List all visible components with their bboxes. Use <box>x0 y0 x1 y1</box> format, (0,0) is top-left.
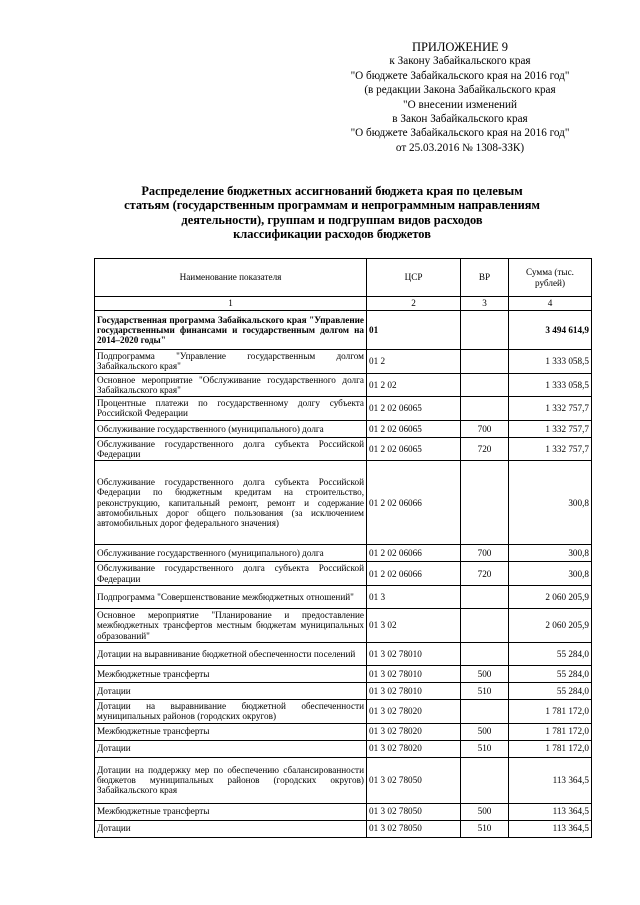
row-name-cell: Подпрограмма "Совершенствование межбюджетных отношений" <box>95 585 367 608</box>
row-name-cell: Межбюджетные трансферты <box>95 665 367 682</box>
table-row <box>95 803 592 820</box>
row-vr-cell: 510 <box>461 740 509 757</box>
header-line: "О бюджете Забайкальского края на 2016 год" <box>350 127 570 140</box>
table-row <box>95 682 592 699</box>
row-sum-cell: 300,8 <box>509 545 592 562</box>
appendix-header <box>300 40 620 155</box>
title-line: статьям (государственным программам и непрограммным направлениям <box>124 198 540 213</box>
row-csr-cell: 01 2 02 06065 <box>367 397 461 421</box>
row-vr-cell <box>461 311 509 350</box>
row-csr-cell: 01 2 02 06065 <box>367 420 461 437</box>
row-name-cell: Процентные платежи по государственному долгу субъекта Российской Федерации <box>95 397 367 421</box>
row-name-cell: Обслуживание государственного долга субъекта Российской Федерации <box>95 437 367 461</box>
column-number: 1 <box>95 297 367 311</box>
row-name-cell: Подпрограмма "Управление государственным долгом Забайкальского края" <box>95 350 367 374</box>
title-line: деятельности), группам и подгруппам видов расходов <box>181 212 483 227</box>
document-title <box>102 184 562 242</box>
row-sum-cell: 3 494 614,9 <box>509 311 592 350</box>
row-csr-cell: 01 3 <box>367 585 461 608</box>
header-line: (в редакции Закона Забайкальского края <box>364 84 556 97</box>
row-name-cell: Основное мероприятие "Обслуживание государственного долга Забайкальского края" <box>95 373 367 397</box>
row-vr-cell: 720 <box>461 437 509 461</box>
row-name-cell: Обслуживание государственного (муниципального) долга <box>95 545 367 562</box>
row-vr-cell: 500 <box>461 665 509 682</box>
row-csr-cell: 01 3 02 78020 <box>367 740 461 757</box>
table-row <box>95 757 592 803</box>
table-row <box>95 820 592 837</box>
column-number: 3 <box>461 297 509 311</box>
row-vr-cell <box>461 373 509 397</box>
row-sum-cell: 2 060 205,9 <box>509 608 592 642</box>
row-vr-cell <box>461 642 509 665</box>
header-line: к Закону Забайкальского края <box>389 55 531 68</box>
table-row <box>95 397 592 421</box>
row-name-cell: Государственная программа Забайкальского края "Управление государственными финансами и государственным долгом на 2014–2020 годы" <box>95 311 367 350</box>
row-csr-cell: 01 3 02 78010 <box>367 642 461 665</box>
row-vr-cell: 720 <box>461 562 509 586</box>
row-vr-cell: 510 <box>461 682 509 699</box>
row-csr-cell: 01 3 02 78010 <box>367 682 461 699</box>
row-sum-cell: 300,8 <box>509 461 592 545</box>
row-sum-cell: 113 364,5 <box>509 803 592 820</box>
row-sum-cell: 113 364,5 <box>509 820 592 837</box>
table-row <box>95 699 592 723</box>
row-vr-cell <box>461 699 509 723</box>
table-row <box>95 740 592 757</box>
column-header-vr: ВР <box>461 259 509 297</box>
row-name-cell: Обслуживание государственного (муниципального) долга <box>95 420 367 437</box>
row-csr-cell: 01 3 02 78050 <box>367 820 461 837</box>
row-csr-cell: 01 3 02 <box>367 608 461 642</box>
row-csr-cell: 01 <box>367 311 461 350</box>
row-csr-cell: 01 3 02 78020 <box>367 723 461 740</box>
table-row <box>95 642 592 665</box>
row-sum-cell: 1 781 172,0 <box>509 740 592 757</box>
table-row <box>95 437 592 461</box>
row-sum-cell: 1 333 058,5 <box>509 350 592 374</box>
row-vr-cell <box>461 757 509 803</box>
row-sum-cell: 1 332 757,7 <box>509 437 592 461</box>
row-sum-cell: 1 781 172,0 <box>509 699 592 723</box>
row-csr-cell: 01 3 02 78020 <box>367 699 461 723</box>
row-csr-cell: 01 2 02 <box>367 373 461 397</box>
row-sum-cell: 55 284,0 <box>509 665 592 682</box>
table-row <box>95 461 592 545</box>
row-csr-cell: 01 2 02 06066 <box>367 562 461 586</box>
column-header-csr: ЦСР <box>367 259 461 297</box>
row-vr-cell <box>461 585 509 608</box>
row-sum-cell: 55 284,0 <box>509 642 592 665</box>
column-number: 4 <box>509 297 592 311</box>
row-csr-cell: 01 3 02 78050 <box>367 803 461 820</box>
row-csr-cell: 01 2 02 06065 <box>367 437 461 461</box>
row-vr-cell: 700 <box>461 420 509 437</box>
row-csr-cell: 01 2 <box>367 350 461 374</box>
row-name-cell: Дотации <box>95 740 367 757</box>
row-sum-cell: 300,8 <box>509 562 592 586</box>
row-sum-cell: 1 781 172,0 <box>509 723 592 740</box>
row-vr-cell <box>461 608 509 642</box>
row-vr-cell <box>461 350 509 374</box>
row-vr-cell: 500 <box>461 803 509 820</box>
row-name-cell: Дотации на выравнивание бюджетной обеспеченности муниципальных районов (городских округов) <box>95 699 367 723</box>
table-row <box>95 608 592 642</box>
table-row <box>95 420 592 437</box>
row-vr-cell <box>461 461 509 545</box>
budget-table <box>94 258 592 838</box>
row-name-cell: Дотации на выравнивание бюджетной обеспеченности поселений <box>95 642 367 665</box>
appendix-title: ПРИЛОЖЕНИЕ 9 <box>411 40 509 54</box>
row-name-cell: Дотации на поддержку мер по обеспечению сбалансированности бюджетов муниципальных районов (городских округов) Забайкальского края <box>95 757 367 803</box>
row-vr-cell: 700 <box>461 545 509 562</box>
table-row <box>95 350 592 374</box>
row-vr-cell: 510 <box>461 820 509 837</box>
row-sum-cell: 2 060 205,9 <box>509 585 592 608</box>
row-name-cell: Обслуживание государственного долга субъекта Российской Федерации по бюджетным кредитам на строительство, реконструкцию, капитальный ремонт, ремонт и содержание автомобильных дорог общего пользования (за исключением автомобильных дорог федерального значения) <box>95 461 367 545</box>
row-name-cell: Дотации <box>95 820 367 837</box>
row-csr-cell: 01 3 02 78050 <box>367 757 461 803</box>
table-header-row <box>95 259 592 297</box>
table-row <box>95 311 592 350</box>
header-line: "О внесении изменений <box>403 98 517 111</box>
row-vr-cell: 500 <box>461 723 509 740</box>
header-line: в Закон Забайкальского края <box>392 113 528 126</box>
title-line: классификации расходов бюджетов <box>233 227 431 242</box>
table-row <box>95 723 592 740</box>
row-name-cell: Основное мероприятие "Планирование и предоставление межбюджетных трансфертов местным бюджетам муниципальных образований" <box>95 608 367 642</box>
column-number-row <box>95 297 592 311</box>
row-sum-cell: 1 332 757,7 <box>509 397 592 421</box>
row-name-cell: Дотации <box>95 682 367 699</box>
title-line: Распределение бюджетных ассигнований бюджета края по целевым <box>141 184 523 198</box>
header-line: от 25.03.2016 № 1308-ЗЗК) <box>395 141 525 154</box>
row-sum-cell: 55 284,0 <box>509 682 592 699</box>
column-header-sum: Сумма (тыс. рублей) <box>509 259 592 297</box>
row-name-cell: Межбюджетные трансферты <box>95 803 367 820</box>
row-csr-cell: 01 2 02 06066 <box>367 461 461 545</box>
row-sum-cell: 1 333 058,5 <box>509 373 592 397</box>
table-row <box>95 585 592 608</box>
header-line: "О бюджете Забайкальского края на 2016 год" <box>350 69 570 82</box>
row-sum-cell: 1 332 757,7 <box>509 420 592 437</box>
row-csr-cell: 01 2 02 06066 <box>367 545 461 562</box>
row-csr-cell: 01 3 02 78010 <box>367 665 461 682</box>
row-name-cell: Обслуживание государственного долга субъекта Российской Федерации <box>95 562 367 586</box>
table-row <box>95 665 592 682</box>
table-row <box>95 562 592 586</box>
column-number: 2 <box>367 297 461 311</box>
row-vr-cell <box>461 397 509 421</box>
table-row <box>95 373 592 397</box>
table-row <box>95 545 592 562</box>
row-sum-cell: 113 364,5 <box>509 757 592 803</box>
column-header-name: Наименование показателя <box>95 259 367 297</box>
row-name-cell: Межбюджетные трансферты <box>95 723 367 740</box>
